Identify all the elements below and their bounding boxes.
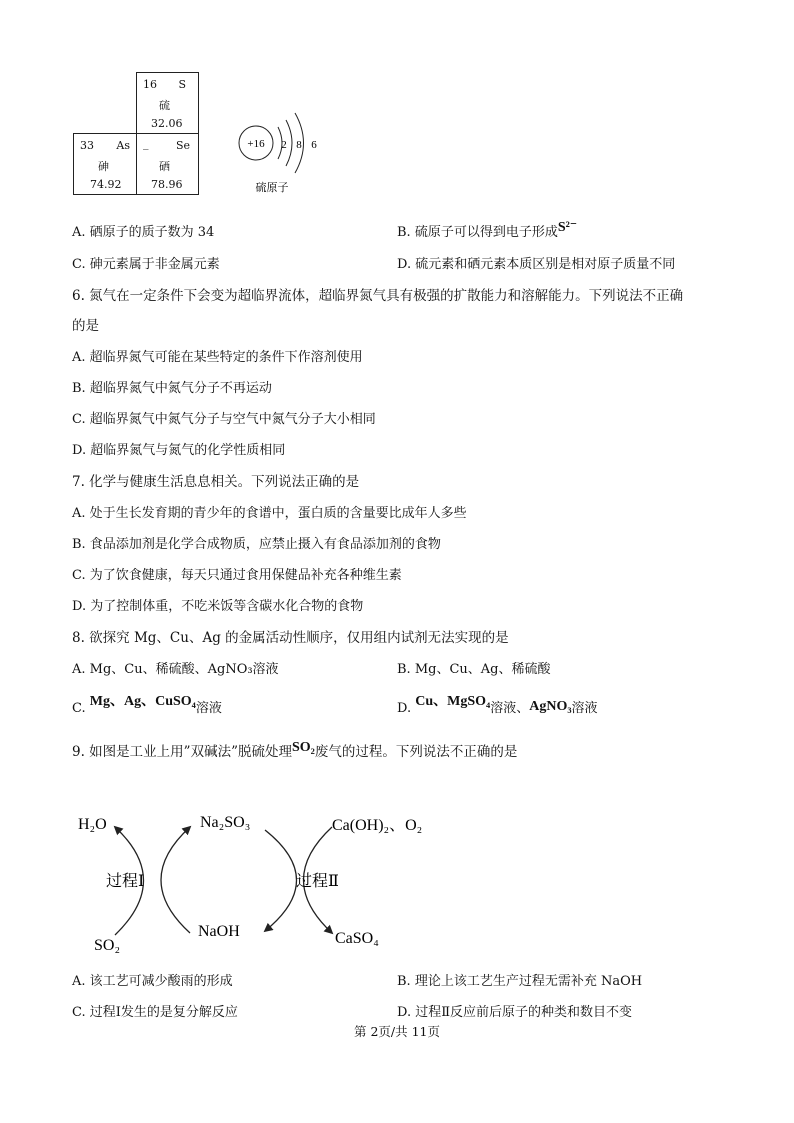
q5-option-b[interactable]: [397, 220, 578, 243]
q6-option-d[interactable]: D. 超临界氮气与氮气的化学性质相同: [72, 443, 286, 458]
q9-option-d[interactable]: D. 过程Ⅱ反应前后原子的种类和数目不变: [397, 1005, 633, 1020]
element-cell-sulfur: [136, 72, 199, 134]
q8-option-c-label: C.: [72, 701, 86, 716]
element-cell-selenium: [136, 133, 199, 195]
process-1-right-arc: [161, 827, 190, 933]
atomic-number: 16: [143, 78, 157, 91]
q9-option-b[interactable]: B. 理论上该工艺生产过程无需补充 NaOH: [397, 974, 643, 989]
label-h2o: H₂O: [78, 816, 107, 833]
label-caso4: CaSO₄: [335, 930, 379, 947]
q6-option-c[interactable]: C. 超临界氮气中氮气分子与空气中氮气分子大小相同: [72, 412, 376, 427]
shell-electrons-3: 6: [311, 139, 317, 151]
q9-stem-so2: SO₂: [291, 740, 315, 755]
q5-option-d[interactable]: D. 硫元素和硒元素本质区别是相对原子质量不同: [397, 257, 676, 272]
atomic-mass: 78.96: [151, 178, 183, 191]
element-cell-arsenic: [73, 133, 137, 195]
q8-option-c-reagents: Mg、Ag、CuSO₄: [89, 694, 196, 709]
q9-option-c[interactable]: C. 过程Ⅰ发生的是复分解反应: [72, 1005, 238, 1020]
q6-option-a[interactable]: A. 超临界氮气可能在某些特定的条件下作溶剂使用: [72, 350, 363, 365]
label-naoh: NaOH: [198, 923, 240, 940]
shell-electrons-2: 8: [296, 139, 302, 151]
q7-option-c[interactable]: C. 为了饮食健康，每天只通过食用保健品补充各种维生素: [72, 568, 402, 583]
q9-stem: [72, 742, 517, 763]
element-symbol: S: [178, 78, 186, 91]
q8-option-c[interactable]: [72, 694, 222, 719]
label-process-2: 过程Ⅱ: [296, 873, 339, 890]
q8-option-d-tail: 溶液: [571, 701, 598, 716]
q8-option-d-mid: 溶液、: [490, 701, 530, 716]
element-name: 砷: [98, 160, 109, 173]
atom-structure-diagram: [228, 108, 338, 198]
q7-option-b[interactable]: B. 食品添加剂是化学合成物质，应禁止摄入有食品添加剂的食物: [72, 537, 441, 552]
shell-electrons-1: 2: [281, 139, 287, 151]
q5-option-b-text: B. 硫原子可以得到电子形成: [397, 225, 558, 240]
q5-option-a[interactable]: A. 硒原子的质子数为 34: [72, 225, 215, 240]
label-na2so3: Na₂SO₃: [200, 814, 251, 831]
element-symbol: As: [116, 139, 130, 152]
nucleus-charge: +16: [247, 138, 265, 150]
q8-stem: 8. 欲探究 Mg、Cu、Ag 的金属活动性顺序，仅用组内试剂无法实现的是: [72, 630, 509, 646]
label-process-1: 过程Ⅰ: [106, 873, 145, 890]
element-name: 硫: [159, 99, 170, 112]
q8-option-d-reagent-1: Cu、MgSO₄: [415, 694, 491, 709]
q7-stem: 7. 化学与健康生活息息相关。下列说法正确的是: [72, 474, 360, 490]
q7-option-a[interactable]: A. 处于生长发育期的青少年的食谱中，蛋白质的含量要比成年人多些: [72, 506, 467, 521]
q6-stem-line1: 6. 氮气在一定条件下会变为超临界流体，超临界氮气具有极强的扩散能力和溶解能力。下列说法不正确: [72, 288, 684, 304]
process-2-left-arc: [265, 830, 297, 931]
element-name: 硒: [159, 160, 170, 173]
atomic-number: _: [143, 137, 149, 150]
element-symbol: Se: [175, 139, 190, 152]
label-caoh2-o2: Ca(OH)₂、O₂: [332, 817, 423, 834]
page-footer: 第 2页/共 11页: [353, 1024, 441, 1039]
q5-option-c[interactable]: C. 砷元素属于非金属元素: [72, 257, 220, 272]
q6-option-b[interactable]: B. 超临界氮气中氮气分子不再运动: [72, 381, 272, 396]
q6-stem-line2: 的是: [72, 318, 99, 334]
q8-option-a[interactable]: A. Mg、Cu、稀硫酸、AgNO₃溶液: [72, 662, 279, 677]
q7-option-d[interactable]: D. 为了控制体重，不吃米饭等含碳水化合物的食物: [72, 599, 364, 614]
atomic-number: 33: [80, 139, 94, 152]
q8-option-d-reagent-2: AgNO₃: [529, 699, 572, 714]
atomic-mass: 32.06: [151, 117, 183, 130]
q9-option-a[interactable]: A. 该工艺可减少酸雨的形成: [72, 974, 233, 989]
q8-option-d[interactable]: [397, 694, 598, 719]
label-so2: SO₂: [94, 937, 121, 954]
sulfide-ion: S²⁻: [557, 220, 578, 235]
shell-arc-2: [286, 120, 292, 166]
q8-option-b[interactable]: B. Mg、Cu、Ag、稀硫酸: [397, 662, 551, 677]
double-alkali-process-diagram: [70, 805, 423, 955]
q8-option-c-tail: 溶液: [195, 701, 222, 716]
q8-option-d-label: D.: [397, 701, 412, 716]
atomic-mass: 74.92: [90, 178, 122, 191]
atom-caption: 硫原子: [255, 182, 289, 194]
q9-stem-post: 废气的过程。下列说法不正确的是: [314, 744, 518, 760]
q9-stem-pre: 9. 如图是工业上用”双碱法”脱硫处理: [72, 744, 292, 760]
